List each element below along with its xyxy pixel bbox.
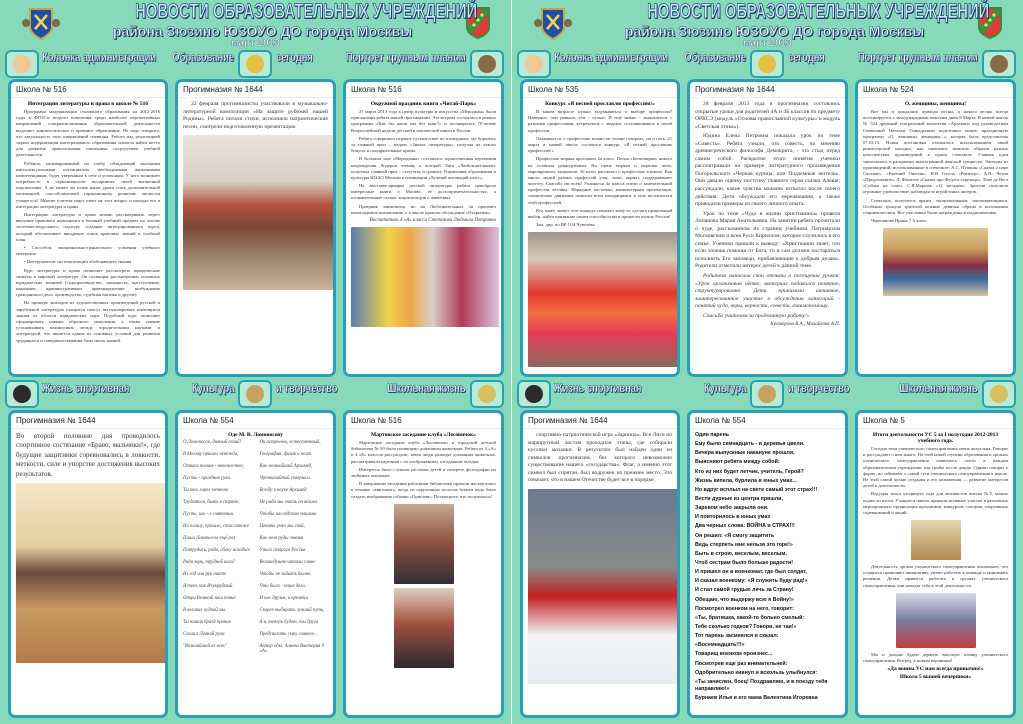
statue-icon bbox=[238, 380, 272, 408]
section-header-bottom: Жизнь спортивная bbox=[42, 381, 130, 395]
article-paragraph: Тот парень засмеялся и сказал: bbox=[695, 633, 779, 640]
article-paragraph: Ребёнок, мотивированный на учёбу, обладающий высокими интеллектуальными потенциалом, необходимыми жизненными компетенциями, будет уверенным в себе и успешным. У него возникает потребность в гармоничности восприятия своей жизненной перспективы. А не может ли голые наши уроки стать дополнительной мотивацией, способствующей гармоничному развитию личности учащегося? Многие учителя ищут ответ на этот вопрос и находят его в интеграции литературы и права. bbox=[16, 160, 160, 209]
article-photo bbox=[896, 593, 976, 648]
section-header-top: сегодня bbox=[276, 50, 313, 64]
poem-line: Пусть, иль - в смятении, bbox=[183, 512, 235, 517]
poem-line: Ты весь горел мечтою bbox=[183, 488, 229, 493]
article-paragraph: Мы и дальше будем держать высокую планку ученического самоуправления. Вперёд, к новым вершинам! bbox=[863, 651, 1008, 663]
poem-line: Ценить умел мы свой, bbox=[259, 524, 305, 529]
poem-line: И нас друзья, и времени bbox=[259, 596, 308, 601]
poem-line: Из год или рук никто bbox=[183, 572, 227, 577]
article-panel bbox=[8, 410, 168, 718]
article-photo bbox=[528, 489, 678, 684]
article-panel bbox=[343, 410, 504, 718]
article-headline: Интеграция литературы и права в школе № 516 bbox=[27, 101, 149, 107]
poem-line: География, физик и поэт. bbox=[259, 452, 313, 457]
article-paragraph: 27 марта 2013 года в центр культуры и искусства «Меридиан» были приглашены ребята нашей прогимназии. Эта встреча состоялась в рамках программы «Как бы жили мы без книг?» и посвящалась 70-летию Всероссийской недели детской и юношеской книги в России. bbox=[351, 109, 496, 133]
quill-ink-icon bbox=[517, 50, 551, 78]
article-paragraph: Урок по теме «Чудо в жизни христианина» провела Липанова Мария Анатольевна. На занятии ребята прочитали о чуде, рассказанном из страниц учебника Патриархом Московским и всея Руси Кириллом, которое случилось в его семье. Ученики пришли к выводу: «Христианин знает, что если хочешь помощи от Бога, то и сам должен постараться исполнить Его заповеди, прибавляющие к добрым делам». Родители отметили интерес детей к данной теме. bbox=[695, 210, 840, 270]
article-paragraph: Профессию моряка прославил 2а класс. Песня «Бескозырка» никого не оставила равнодушным. На сцене моряки и морячки пели, маршировали, танцевали. 3б класс рассказал о профессиях в школе. Как много людей разных профессий учат, лечат, кормят, поддерживают чистоту. Спасибо им всем! Учащиеся 4а класса спели о замечательной профессии лётчика. Нарядные костюмы, компьютерная презентация, сценическое движение помогли всем находящимся в зале восхититься этой профессией. bbox=[528, 156, 672, 205]
section-header-top: Портрет крупным планом bbox=[346, 50, 466, 64]
article-photo bbox=[394, 504, 454, 584]
article-headline: Мартовское заседание клуба «Лесовичок» bbox=[371, 432, 476, 438]
issue-date: март 2013 bbox=[743, 38, 792, 49]
newspaper-page-right bbox=[512, 0, 1023, 724]
poem-line: Ради зорь, трудной воли? bbox=[183, 560, 236, 565]
poem-line: Чтобы наследство нашими bbox=[259, 512, 317, 517]
poem-line: В великих чудной мы, bbox=[183, 608, 227, 613]
article-paragraph: Ему было семнадцать - и деревья цвели. bbox=[695, 441, 805, 448]
globe-book-icon bbox=[982, 380, 1016, 408]
runner-icon bbox=[5, 380, 39, 408]
section-header-bottom: Культура bbox=[191, 381, 234, 395]
article-paragraph: Оказывается, о профессиях можно не только говорить, но и петь. 21 марта в нашей школе состоялся конкурс «Я песней прославлю профессию!» bbox=[528, 135, 672, 154]
newspaper-subtitle: района Зюзино ЮЗОУО ДО города Москвы bbox=[624, 23, 925, 39]
section-header-top: Портрет крупным планом bbox=[858, 50, 978, 64]
school-label: Школа № 516 bbox=[346, 415, 501, 429]
article-paragraph: Чтоб сестрам было больше радости! bbox=[695, 559, 794, 566]
poem-line: Отвага полная - невежество, bbox=[183, 464, 244, 469]
article-paragraph: Во второй половине дня проводилось спортивное состязание «Браво, мальчики!», где будущие защитники соревновались в ловкости, меткости, силе и упорстве достижения высоких результатов. bbox=[16, 432, 160, 478]
article-photo bbox=[528, 232, 678, 367]
article-paragraph: Товарищ военком произнес... bbox=[695, 651, 773, 658]
article-paragraph: «Ты, братишка, какой-то больно смелый: bbox=[695, 614, 805, 621]
article-paragraph: Праздник закончился, но на Любознательных он произвёл неизгладимое впечатление, а в школе прошло обсуждение «Открытия». bbox=[351, 203, 496, 215]
section-header-top: Образование bbox=[172, 50, 234, 64]
poem-line: Предсказать сыну главное... bbox=[259, 632, 318, 637]
article-paragraph: В завершение заседания работники библиотеки провели мастер-класс в технике «квиллинг», когда из скрученных полосок бумаги надо было создать изображение собачки «Оригами». Посмотрите, что получилось! bbox=[351, 481, 496, 499]
article-paragraph: Юдина Елена Петровна показала урок по теме «Совесть». Ребята узнали, что совесть, по мнению древнегреческого философа Демокрита, - это стыд перед самим собой. Раскрытие этого понятия ученики рассматривали на примере литературного произведения Погорельского «Черная курица, или Подземные жители». Они давали оценку поступку главного героя сказки Алеше; рассуждали, какие чувства мальчик испытал после своего действия. Дети обсуждали его переживания, а также приводили примеры из своего личного опыта. bbox=[695, 133, 840, 208]
poem-line: Что было - наше дело, bbox=[259, 584, 307, 589]
article-paragraph: Кто из них будет летчик, учитель, Герой? bbox=[695, 468, 804, 475]
article-photo bbox=[16, 483, 166, 663]
article-paragraph: На выставке-ярмарке детской литературы ребята приобрели интересные книги о Москве, её достопримечательностях, а познавательные сказки, энциклопедии о животных. bbox=[351, 183, 496, 201]
article-paragraph: Интересно было слушать рассказы детей и смотреть фотографии их любимых питомцев. bbox=[351, 466, 496, 478]
school-label: Школа № 535 bbox=[523, 84, 677, 98]
newspaper-title: НОВОСТИ ОБРАЗОВАТЕЛЬНЫХ УЧРЕЖДЕНИЙ bbox=[647, 0, 990, 23]
article-headline: Школа 5 вышей вечеринки» bbox=[899, 674, 972, 681]
article-paragraph: В каком возрасте нужно задумываться о выборе профессии? Наверное, чем раньше, тем - лучше. И ещё важно - знакомиться с разными профессиями, встречаться с людьми, состоявшимися в своей профессии. bbox=[528, 109, 672, 133]
article-panel bbox=[687, 410, 848, 718]
article-paragraph: Но вдруг всплыл на свете самый этот страх!!! bbox=[695, 486, 818, 493]
article-paragraph: Посмотрел военком на него, говорит: bbox=[695, 605, 794, 612]
school-label: Школа № 5 bbox=[858, 415, 1013, 429]
newspaper-title-wrap bbox=[574, 0, 990, 24]
poem-line: Сеяли в Ловкий рука bbox=[183, 632, 225, 637]
article-headline: О, женщины, женщины! bbox=[904, 101, 967, 107]
article-paragraph: Бурнаев Илья и его мама Валентина Игоревна bbox=[695, 695, 818, 702]
newspaper-page-left bbox=[0, 0, 511, 724]
school-label: Школа № 516 bbox=[346, 84, 501, 98]
poem-line: Скорее выбирать лучший путь, bbox=[259, 608, 325, 613]
article-photo bbox=[351, 227, 499, 327]
article-paragraph: спортивно-патриотической игра «Зарница». Все Лиги по маршрутным листам проходили этапы, где собирали кусочки мозаики. В результате был найден один из символов прогимназии, без которого невозможно существование нашего «государства». Флаг, а именно этот символ был спрятан, был водружен на прежнее место. Это означает, что в нашем Отечестве будет все в порядке. bbox=[528, 432, 672, 484]
article-paragraph: Быть в строю, веселым, веселым, bbox=[695, 550, 787, 557]
article-paragraph: Курс литературы и права позволяет рассмотреть юридические сюжеты в мировой литературе. Он посвящен рассмотрению основных юридических понятий (судопроизводство, законность, преступление, наказание, административное правонарушение, возбуждение гражданского дела, производство, судебная тактика и другие). bbox=[16, 267, 160, 298]
article-paragraph: Вот мы и дождались прихода весны, а начало весны всегда ассоциируется с международным женским днем 8 Марта. В нашей школе № 524 дружный театральный коллектив «Арлекин» под руководством Семеновой Натальи Геннадьевны подготовил новую праздничную программу «О, женщины, женщины...», которая была представлена 07.03.13. Новая постановка отличалась использованием такой режиссерской находки, как смешение женских образов разных классических произведений в одном спектакле. Главная идея заключалась в раскрытии многогранной женской сущности. Эпизоды из произведений, использованные в спектакле: А.С. Пушкин «Сказка о царе Салтане», «Евгений Онегин», Н.В Гоголь «Ревизор», А.П. Чехов «Предложение», Л. Филатов «Сказка про Федота-стрельца», Лопе де Вега «Собака на сене», С.Я.Маршак «12 месяцев». Зрители получили огромное удовольствие, наблюдая за игрой юных актеров. bbox=[863, 109, 1008, 195]
poem-line: Учили старого Россия bbox=[259, 548, 306, 553]
poem-line: Автор оды: Алиева Виктория 9 «А» bbox=[259, 644, 324, 654]
section-header-bottom: Школьная жизнь bbox=[387, 381, 466, 395]
article-paragraph: Интеграцию литературы и права можно рассматривать через: введение правового компонента в базовый учебный предмет на основе системно-модульного подхода; создание интегрированного курса, который обеспечивает внедрение основ правовых знаний в учебный план. bbox=[16, 212, 160, 242]
globe-book-icon bbox=[470, 380, 504, 408]
article-paragraph: Жизнь кипела, бурлила в юных умах... bbox=[695, 477, 797, 484]
section-header-bottom: и творчество bbox=[276, 381, 338, 395]
poem-line: А я, теперь будет, ты друга bbox=[259, 620, 319, 625]
portrait-icon bbox=[470, 50, 504, 78]
article-panel bbox=[175, 410, 336, 718]
school-label: Прогимназия № 1644 bbox=[178, 84, 333, 98]
article-paragraph: Один парень bbox=[695, 432, 730, 438]
school-label: Школа № 516 bbox=[11, 84, 165, 98]
article-panel bbox=[520, 79, 680, 377]
article-paragraph: «Восемнадцать!!!» bbox=[695, 642, 745, 649]
newspaper-title: НОВОСТИ ОБРАЗОВАТЕЛЬНЫХ УЧРЕЖДЕНИЙ bbox=[135, 0, 478, 23]
article-paragraph: • Способом эмоционально-ценностного усвоения учебного материала bbox=[16, 244, 160, 257]
article-paragraph: Вести дурные из центра пришли, bbox=[695, 495, 783, 502]
section-header-top: Колонка администрации bbox=[554, 50, 669, 64]
issue-date: март 2013 bbox=[231, 38, 280, 49]
article-headline: «Да воины УС нам всегда привычно!» bbox=[887, 666, 984, 673]
article-panel bbox=[175, 79, 336, 377]
article-paragraph: Обещаю, что выдержу всю я Войну!» bbox=[695, 596, 794, 603]
article-paragraph: Черепанова Ирина 7 А класс bbox=[871, 218, 928, 224]
newspaper-subtitle: района Зюзино ЮЗОУО ДО города Москвы bbox=[112, 23, 413, 39]
section-header-bottom: Культура bbox=[703, 381, 746, 395]
article-paragraph: Кто знает, может этот конкурс поможет кому-то сделать правильный выбор, найти призвание своим способностям и принести пользу России! bbox=[528, 207, 672, 219]
poem-line: О Ломоносов, дивный гений! bbox=[183, 440, 242, 445]
poem bbox=[183, 440, 328, 661]
russian-eagle-emblem-icon bbox=[238, 50, 272, 78]
poem-line: На пользу, прошло, стих также bbox=[183, 524, 249, 529]
section-header-bottom: и творчество bbox=[788, 381, 850, 395]
article-panel bbox=[8, 79, 168, 377]
school-label: Школа № 524 bbox=[858, 84, 1013, 98]
article-headline: Итоги деятельности УС 5 за I полугодие 2012-2013 учебного года. bbox=[872, 432, 999, 444]
article-paragraph: Мартовское заседание клуба «Лесовичок» в городской детской библиотеке № 90 было посвящено домашним животным. Ребята из 4 «А» и 4 «Б» классов рассуждали, зачем люди разводят домашних животных, рассматривали картинки с их изображением, отгадывали загадки. bbox=[351, 440, 496, 464]
newspaper-title-wrap bbox=[62, 0, 478, 24]
article-paragraph: Спасибо учителям за проделанную работу!» bbox=[703, 312, 810, 319]
article-photo bbox=[883, 228, 988, 296]
article-paragraph: «Ты зачислен, боец! Поздравляю, и в поезду тебя направляю!» bbox=[695, 678, 828, 692]
poem-line: Как вело руды знания bbox=[259, 536, 304, 541]
article-headline: Конкурс «Я песней прославлю профессию!» bbox=[545, 101, 655, 107]
article-paragraph: И сказал военкому: «Я служить буду рад!» bbox=[695, 578, 808, 585]
article-panel bbox=[343, 79, 504, 377]
article-paragraph: Сегодня тема ученического самоуправления очень актуальна. Говорят и рассуждают о нем много. На этой новой ступени образования в органах ученического самоуправления появились почти в каждом образовательном учреждении, как грибы после дождя. Однако говорят о форме, но забывают о самой сути ученического самоуправления в школе. Не этой самой целью создания и его назначения — развитие интересов детей к деятельности. bbox=[863, 446, 1008, 489]
article-paragraph: 22 февраля прогимназисты участвовали в музыкально-литературной композиции «На защите рубежей нашей Родины». Ребята читали стихи, исполняли патриотические песни, смотрели подготовленную презентацию bbox=[183, 101, 328, 130]
poem-line: Отцы Великий наш почил bbox=[183, 596, 236, 601]
article-paragraph: Спектакль получился ярким, эмоциональным, запоминающимся. Особенно тронули зрителей нежные девичьи образы в исполнении старшеклассниц. Все участники были награждены аплодисментами. bbox=[863, 197, 1008, 215]
poem-line: Всюду в науке Архимед bbox=[259, 488, 307, 493]
article-paragraph: Вечера выпускные накануне прошли, bbox=[695, 450, 795, 457]
russian-eagle-emblem-icon bbox=[750, 50, 784, 78]
article-paragraph: Родители написали свои отзывы о посещении уроков: «Урок организован чётко, материал подавался понятно, структурированно. Дети принимали активное, заинтересованное участие в обсуждении категорий - понятий чуда, веры, верности, совести, взаимопомощи. bbox=[695, 273, 840, 310]
section-header-bottom: Школьная жизнь bbox=[899, 381, 978, 395]
article-paragraph: Заревом небо закрыли они. bbox=[695, 505, 769, 512]
poem-line: Он астроном, естественный, bbox=[259, 440, 321, 445]
article-paragraph: И повторилось в юных умах bbox=[695, 514, 771, 521]
poem-line: Пиши Ломоносов ещё раз bbox=[183, 536, 236, 541]
poem-line: Трудиться, быть в стране, bbox=[183, 500, 240, 505]
article-photo bbox=[394, 588, 454, 668]
article-paragraph: Программа модернизации столичного образования на 2012-2016 годы в ФГОСы второго поколения среди наиболее перспективных направлений совершенствования образовательной деятельности выделяет лингвистическое и правовое образование. Не надо говорить, что актуальность этих направлений очевидна. Работа над реализацией задачи модернизации интегративного образования помогла найти место для развития правосознания школьника посредством учебной деятельности. bbox=[16, 109, 160, 158]
poem-column bbox=[260, 440, 329, 661]
poem-line: Потрудись, ради, сбоку исходит bbox=[183, 548, 250, 553]
section-header-top: Колонка администрации bbox=[42, 50, 157, 64]
quill-ink-icon bbox=[5, 50, 39, 78]
poem-line: "Величайший из всех" bbox=[183, 644, 227, 649]
article-signature: Воспитатель 4 «А» класса Степанова Людмила Петровна bbox=[369, 218, 496, 223]
poem-line: Великодушно читали слово bbox=[259, 560, 315, 565]
article-panel bbox=[520, 410, 680, 718]
poem-line: Не ради мы знать он велико. bbox=[259, 500, 319, 505]
article-paragraph: На примере эпизодов из художественных произведений русской и зарубежной литературы учащиеся смогут актуализировать имеющиеся знания из области юридических наук. Подобный курс позволяет сформировать навыки образного мышления, а также умение устанавливать взаимосвязь между юридическими науками и литературой, что является одним из основных условий для развития трудящихся и совершенствования базы своих знаний. bbox=[16, 300, 160, 343]
poem-line: Чрезвычайный совершил. bbox=[259, 476, 312, 481]
article-paragraph: Посмотрев еще раз внимательней: bbox=[695, 660, 788, 667]
poem-line: Чтобы не забыть былое. bbox=[259, 572, 312, 577]
article-paragraph: Ведь стерпеть мне нельзя это горе!» bbox=[695, 541, 793, 548]
article-paragraph: И стал самой грудью лечь за Страну! bbox=[695, 587, 794, 594]
poem-line: В Москву пришел невежда, bbox=[183, 452, 239, 457]
article-paragraph: Два черных слова: ВОЙНА и СТРАХ!!! bbox=[695, 523, 795, 530]
school-label: Прогимназия № 1644 bbox=[11, 415, 165, 429]
article-paragraph: Одобрительно кивнул и вскользь улыбнулся: bbox=[695, 669, 818, 676]
article-photo bbox=[911, 520, 961, 560]
district-coat-of-arms-icon bbox=[534, 5, 572, 41]
article-panel bbox=[687, 79, 848, 377]
article-paragraph: В большом зале «Меридиана» состоялась торжественная церемония награждения Лидеров чтения, в которой Лига «Любознательные» получила главный приз – статуэтку и грамоту Управления образования и культуры ЮЗАО Москвы в номинации «Лучший читающий класс». bbox=[351, 156, 496, 180]
article-paragraph: Деятельность органа ученического самоуправления показывает, что учащиеся проявляют инициативу, умеют работать в команде и принимать решения. Детям нравится работать в органах ученического самоуправления, они находят себя в этой деятельности. bbox=[863, 564, 1008, 588]
article-paragraph: И пришел он в военкомат, где был солдат, bbox=[695, 569, 807, 576]
article-paragraph: Он решил: «Я смогу защитить bbox=[695, 532, 775, 539]
portrait-icon bbox=[982, 50, 1016, 78]
poem-line: Я тот, как Изумрудный bbox=[183, 584, 233, 589]
section-header-top: сегодня bbox=[788, 50, 825, 64]
school-label: Прогимназия № 1644 bbox=[690, 84, 845, 98]
article-headline: Оде М. В. Ломоносову bbox=[228, 432, 283, 438]
statue-icon bbox=[750, 380, 784, 408]
runner-icon bbox=[517, 380, 551, 408]
article-paragraph: Зам. дир. по ВР О.Н.Чувелёва bbox=[536, 222, 595, 228]
poem-line: Ты наших бразд проник bbox=[183, 620, 231, 625]
district-coat-of-arms-icon bbox=[22, 5, 60, 41]
article-photo bbox=[183, 135, 333, 290]
school-label: Школа № 554 bbox=[690, 415, 845, 429]
poem-line: Пусты - праздная рука. bbox=[183, 476, 232, 481]
school-label: Школа № 554 bbox=[178, 415, 333, 429]
article-paragraph: Ведущая итога уходящего года для активистов школы №5, можно подвести итоги. Учащиеся школы приняли активное участие в различных мероприятиях: организация праздников, конкурсов, смотров, спортивных соревнований и акций. bbox=[863, 491, 1008, 515]
article-paragraph: Ребята совершили игровое путешествие по площадкам, где боролись за главный приз – медаль «Знаток литературы», получая на этапах бонусы и поощрительные призы. bbox=[351, 135, 496, 154]
article-paragraph: Выясняют ребята между собой: bbox=[695, 459, 780, 466]
article-headline: Окружной праздник книги «Читай-Парк» bbox=[370, 101, 477, 107]
article-paragraph: 28 февраля 2013 года в прогимназии состоялись открытые уроки для родителей 4А и 4Б классов по предмету ОРКСЭ (модуль «Основы православной культуры» и модуль «Светская этика»). bbox=[695, 101, 840, 130]
article-panel bbox=[855, 410, 1016, 718]
article-signature: Краморова В.А., Михайлова А.П. bbox=[770, 322, 840, 328]
article-panel bbox=[855, 79, 1016, 377]
section-header-top: Образование bbox=[684, 50, 746, 64]
poem-column bbox=[183, 440, 252, 661]
school-label: Прогимназия № 1644 bbox=[523, 415, 677, 429]
article-paragraph: • Инструментом систематизации обобщающего знания bbox=[24, 259, 132, 265]
article-paragraph: Тебе сколько годков? Говори, не таи!» bbox=[695, 623, 797, 630]
poem-line: Как величайший Архимед, bbox=[259, 464, 313, 469]
section-header-bottom: Жизнь спортивная bbox=[554, 381, 642, 395]
